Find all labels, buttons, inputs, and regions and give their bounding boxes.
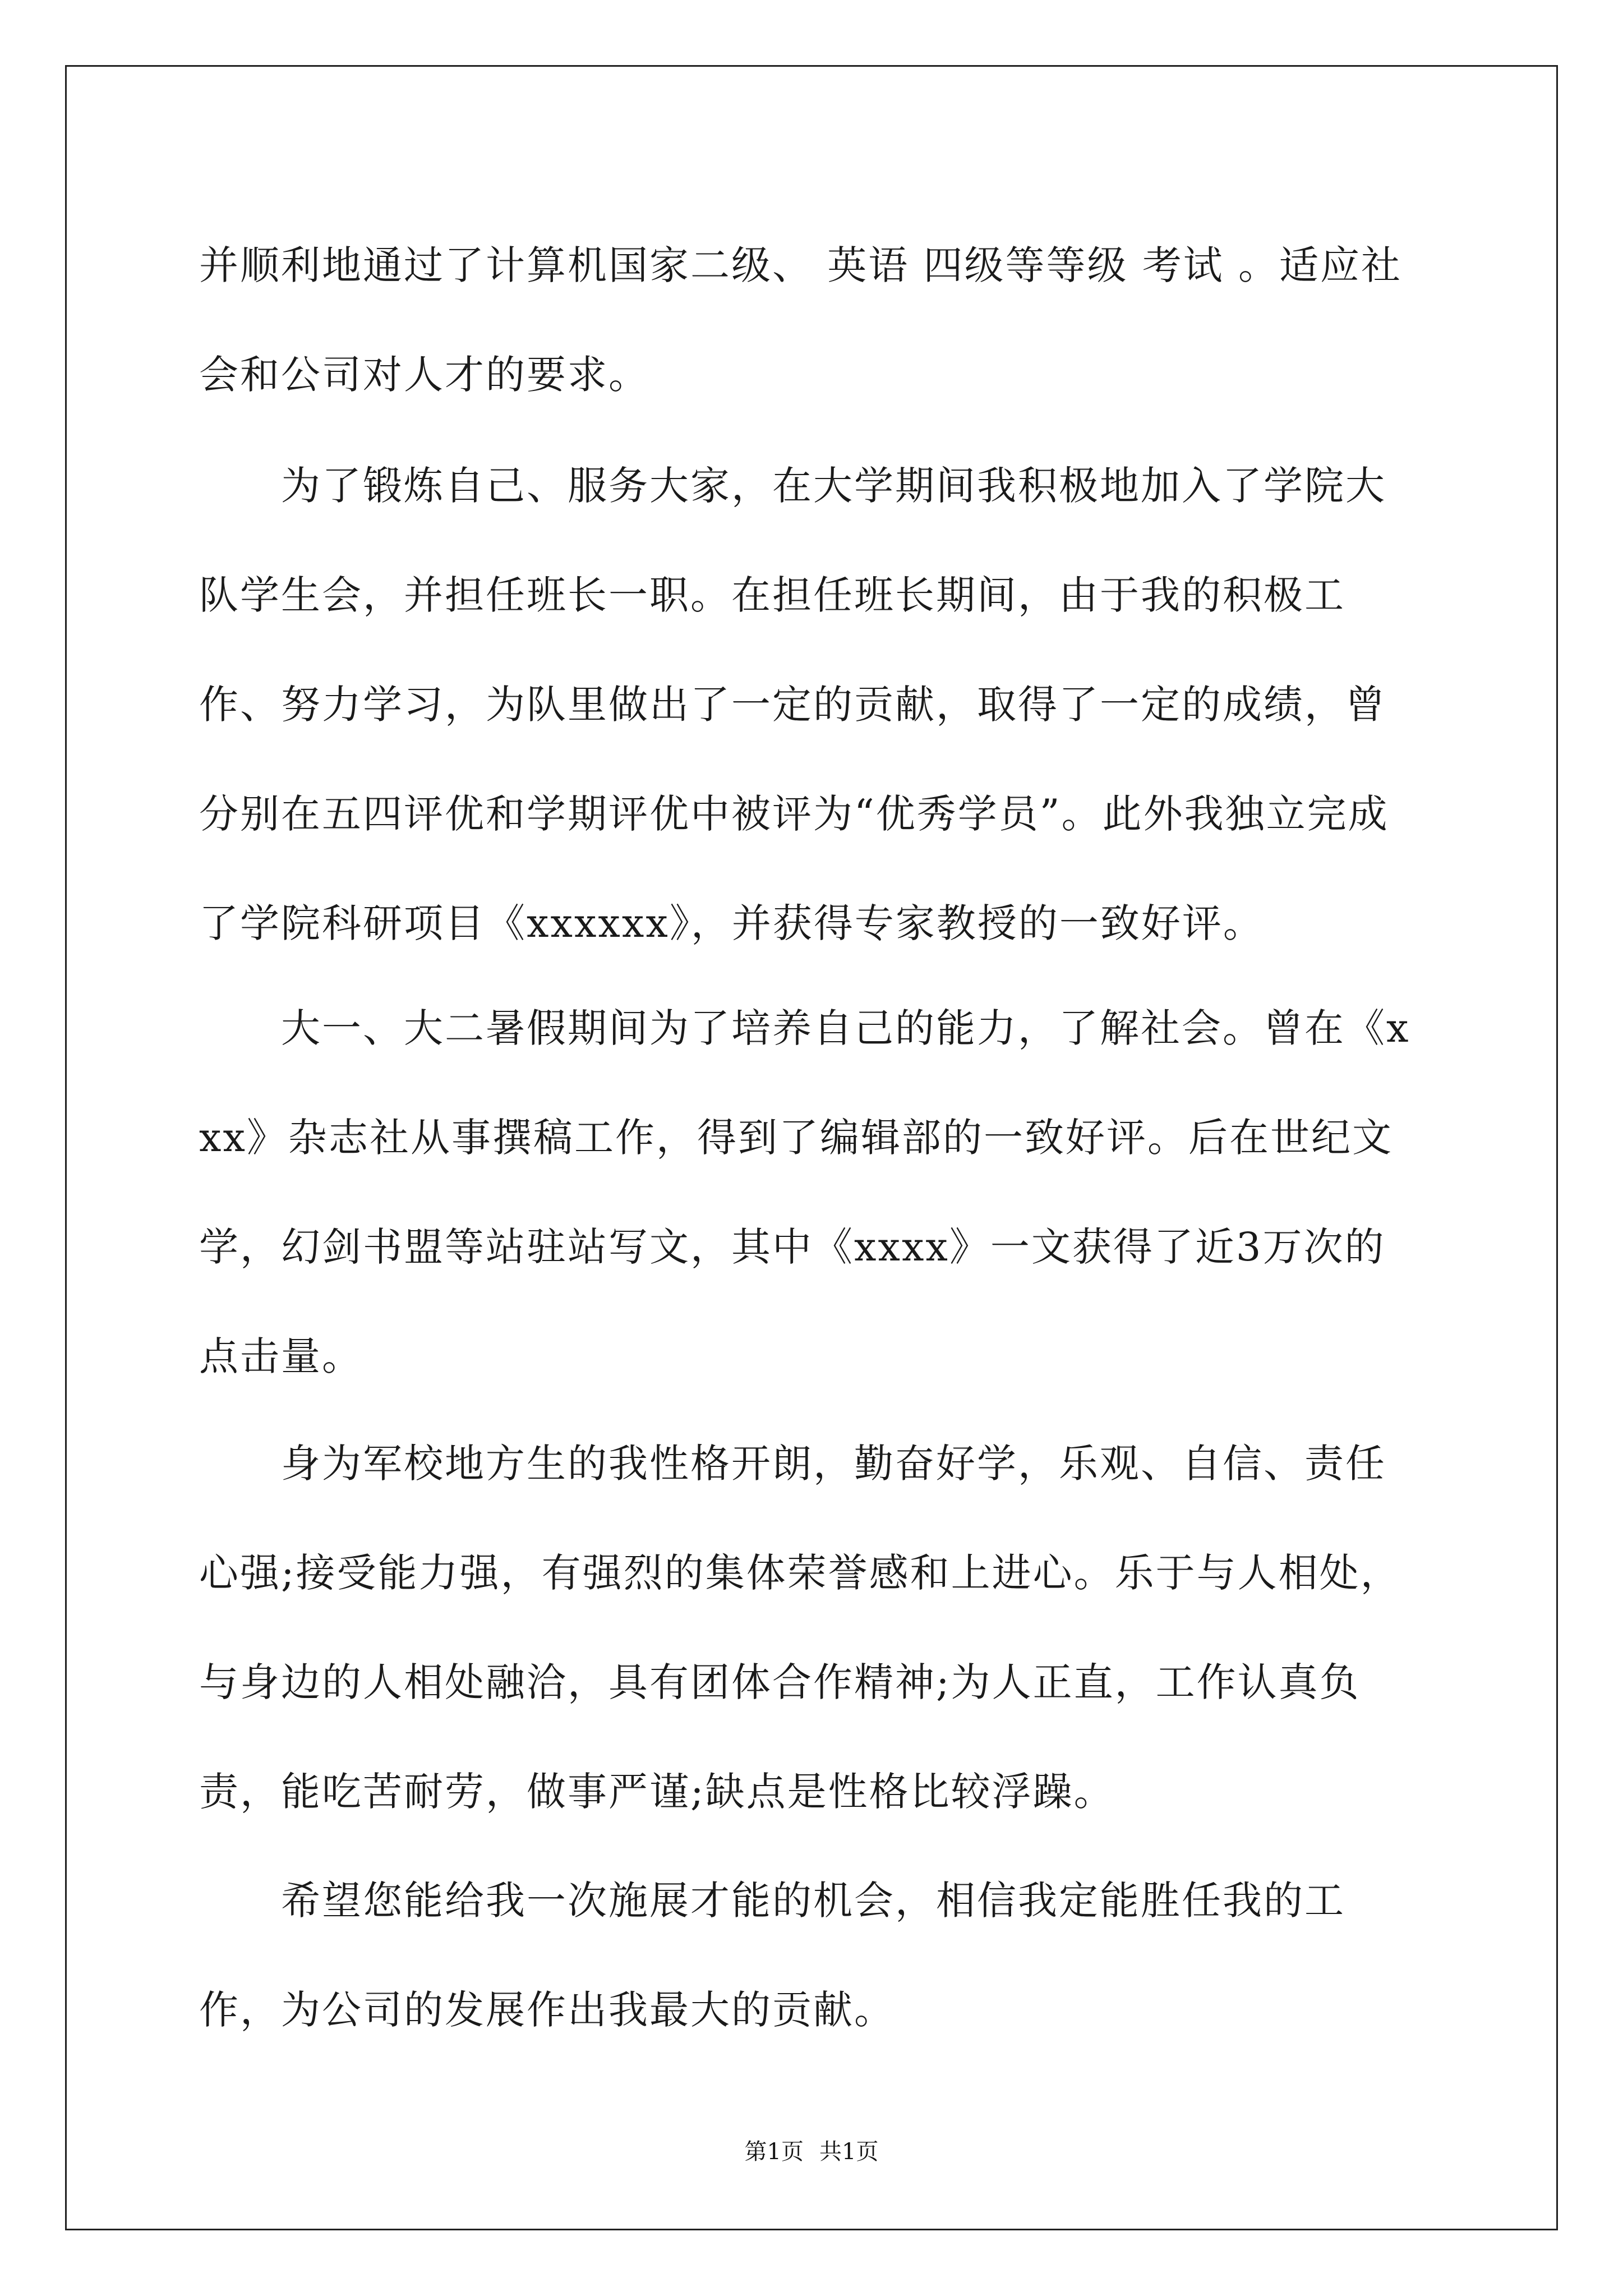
paragraph-2: 为了锻炼自己、服务大家，在大学期间我积极地加入了学院大队学生会，并担任班长一职。在担任班长期间，由于我的积极工作、努力学习，为队里做出了一定的贡献，取得了一定的成绩，曾分别在五四评优和学期评优中被评为“优秀学员”。此外我独立完成了学院科研项目《xxxxxx》，并获得专家教授的一致好评。 <box>199 463 1389 946</box>
paragraph-4: 身为军校地方生的我性格开朗，勤奋好学，乐观、自信、责任心强;接受能力强，有强烈的集体荣誉感和上进心。乐于与人相处，与身边的人相处融洽，具有团体合作精神;为人正直，工作认真负责，能吃苦耐劳，做事严谨;缺点是性格比较浮躁。 <box>199 1441 1401 1815</box>
page-total: 共1页 <box>819 2139 879 2165</box>
page-number: 第1页 <box>744 2139 804 2165</box>
paragraph-1: 并顺利地通过了计算机国家二级、 英语 四级等等级 考试 。适应社会和公司对人才的要求。 <box>199 242 1403 398</box>
paragraph-3: 大一、大二暑假期间为了培养自己的能力，了解社会。曾在《xxx》杂志社从事撰稿工作，得到了编辑部的一致好评。后在世纪文学，幻剑书盟等站驻站写文，其中《xxxx》一文获得了近3万次的点击量。 <box>199 1005 1410 1379</box>
page-footer <box>0 2136 1623 2168</box>
paragraph-5: 希望您能给我一次施展才能的机会，相信我定能胜任我的工作，为公司的发展作出我最大的贡献。 <box>199 1878 1345 2033</box>
